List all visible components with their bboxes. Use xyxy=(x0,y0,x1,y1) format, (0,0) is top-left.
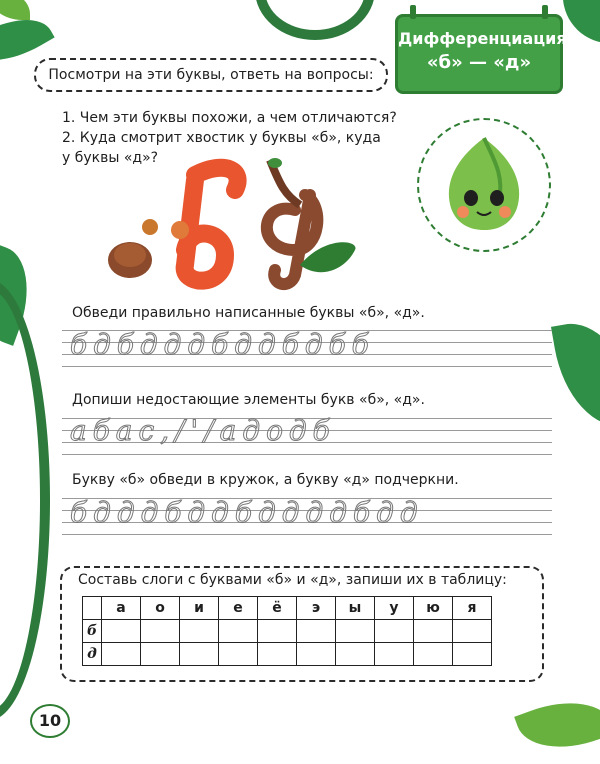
answer-cell[interactable] xyxy=(453,643,492,666)
answer-cell[interactable] xyxy=(141,643,180,666)
answer-cell[interactable] xyxy=(258,620,297,643)
answer-cell[interactable] xyxy=(180,643,219,666)
consonant-cell: б xyxy=(83,620,102,643)
answer-cell[interactable] xyxy=(102,620,141,643)
table-header-row xyxy=(83,597,492,620)
letters-illustration xyxy=(95,155,365,295)
title-banner xyxy=(395,14,567,94)
task-complete-instruction: Допиши недостающие элементы букв «б», «д». xyxy=(72,392,425,408)
table-row xyxy=(83,620,492,643)
trace-row-1[interactable]: бдбдддбддбдбб xyxy=(70,328,375,361)
task-trace-instruction: Обведи правильно написанные буквы «б», «д». xyxy=(72,305,425,321)
leaf-decoration xyxy=(514,686,600,764)
answer-cell[interactable] xyxy=(180,620,219,643)
vowel-cell: у xyxy=(375,597,414,620)
vowel-cell: о xyxy=(141,597,180,620)
answer-cell[interactable] xyxy=(375,643,414,666)
task-mark-instruction: Букву «б» обведи в кружок, а букву «д» подчеркни. xyxy=(72,472,459,488)
question-1: 1. Чем эти буквы похожи, а чем отличаются? xyxy=(62,110,397,126)
answer-cell[interactable] xyxy=(336,643,375,666)
answer-cell[interactable] xyxy=(219,643,258,666)
trace-row-2[interactable]: абас,/'/адодб xyxy=(70,414,336,447)
consonant-cell: д xyxy=(83,643,102,666)
vowel-cell: и xyxy=(180,597,219,620)
vowel-cell: ё xyxy=(258,597,297,620)
answer-cell[interactable] xyxy=(141,620,180,643)
answer-cell[interactable] xyxy=(336,620,375,643)
answer-cell[interactable] xyxy=(102,643,141,666)
question-2-continuation: у буквы «д»? xyxy=(62,150,159,166)
answer-cell[interactable] xyxy=(453,620,492,643)
answer-cell[interactable] xyxy=(219,620,258,643)
page-number: 10 xyxy=(30,704,70,738)
vowel-cell: а xyxy=(102,597,141,620)
answer-cell[interactable] xyxy=(297,643,336,666)
vowel-cell: ы xyxy=(336,597,375,620)
vowel-cell: е xyxy=(219,597,258,620)
vowel-cell: э xyxy=(297,597,336,620)
answer-cell[interactable] xyxy=(375,620,414,643)
trace-row-3[interactable]: бдддбддбддддбдд xyxy=(70,496,424,529)
table-title: Составь слоги с буквами «б» и «д», запиши их в таблицу: xyxy=(78,572,507,588)
character-circle xyxy=(417,118,551,252)
answer-cell[interactable] xyxy=(414,643,453,666)
title-line-2: «б» — «д» xyxy=(426,52,532,73)
leaf-decoration xyxy=(0,0,30,20)
question-2: 2. Куда смотрит хвостик у буквы «б», куда xyxy=(62,130,381,146)
table-corner-cell xyxy=(83,597,102,620)
answer-cell[interactable] xyxy=(414,620,453,643)
vine-decoration-left xyxy=(0,280,50,720)
answer-cell[interactable] xyxy=(297,620,336,643)
leaf-decoration xyxy=(551,315,600,435)
answer-cell[interactable] xyxy=(258,643,297,666)
instruction-text: Посмотри на эти буквы, ответь на вопросы: xyxy=(48,67,374,83)
instruction-box xyxy=(34,58,388,92)
table-row xyxy=(83,643,492,666)
title-line-1: Дифференциация xyxy=(398,29,567,48)
leaf-character-icon xyxy=(419,120,549,250)
vowel-cell: я xyxy=(453,597,492,620)
vowel-cell: ю xyxy=(414,597,453,620)
syllable-table xyxy=(82,596,492,666)
vine-decoration-top xyxy=(255,0,375,40)
